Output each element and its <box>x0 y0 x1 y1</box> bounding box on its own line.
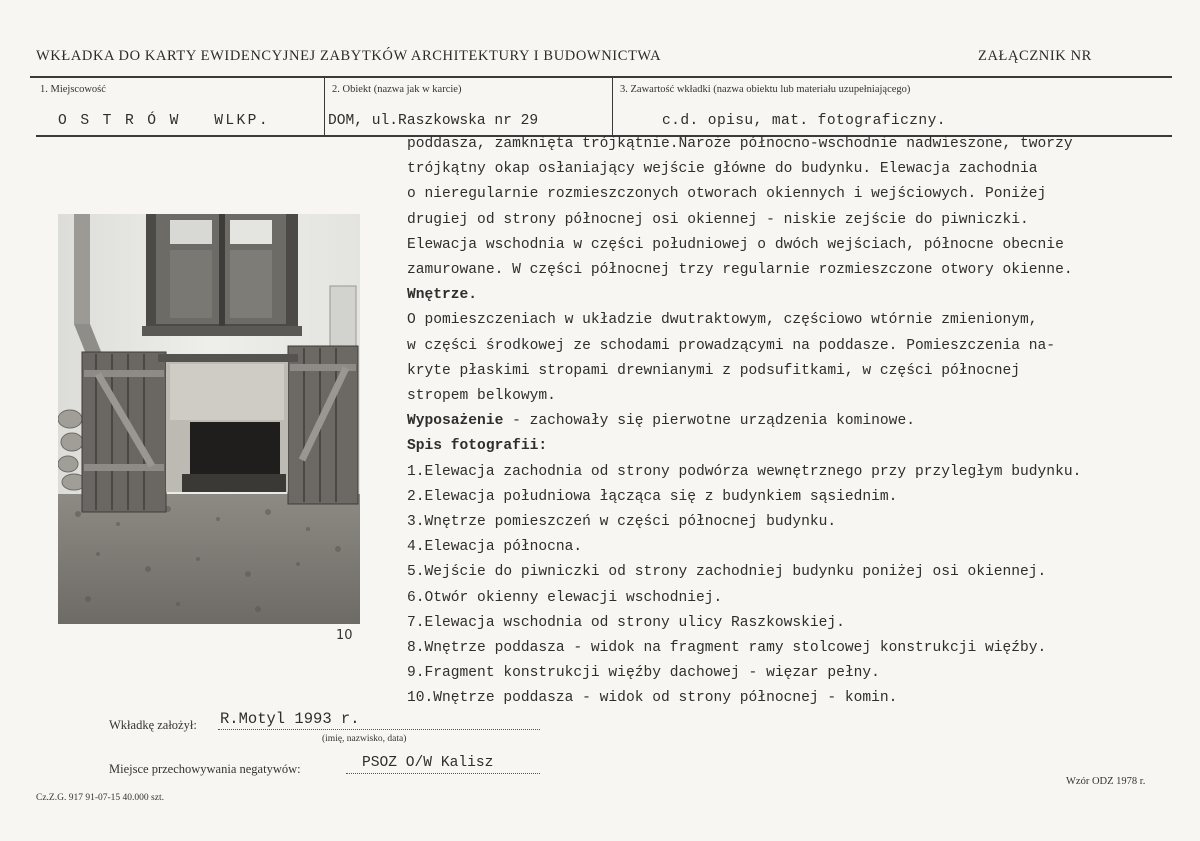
object-label: 2. Obiekt (nazwa jak w karcie) <box>332 84 462 95</box>
attachment-number-label: ZAŁĄCZNIK NR <box>978 48 1092 64</box>
content-value: c.d. opisu, mat. fotograficzny. <box>662 113 946 129</box>
description-line: drugiej od strony północnej osi okiennej - niskie zejście do piwniczki. <box>407 211 1029 228</box>
cellar-entrance-photo <box>58 214 360 624</box>
author-value: R.Motyl 1993 r. <box>220 710 360 728</box>
photo-list-item: 1.Elewacja zachodnia od strony podwórza wewnętrznego przy przyległym budynku. <box>407 463 1082 480</box>
photo-number: 10 <box>336 628 353 643</box>
interior-line: stropem belkowym. <box>407 388 556 405</box>
locality-label: 1. Miejscowość <box>40 84 106 95</box>
description-line: poddasza, zamknięta trójkątnie.Naroże północno-wschodnie nadwieszone, tworzy <box>407 136 1073 152</box>
form-model: Wzór ODZ 1978 r. <box>1066 776 1146 787</box>
storage-line <box>346 773 540 774</box>
content-label: 3. Zawartość wkładki (nazwa obiektu lub materiału uzupełniającego) <box>620 84 911 95</box>
description-text <box>407 132 1179 712</box>
photos-heading: Spis fotografii: <box>407 438 548 455</box>
equipment-heading: Wyposażenie <box>407 413 504 430</box>
object-value: DOM, ul.Raszkowska nr 29 <box>328 113 539 129</box>
interior-line: O pomieszczeniach w układzie dwutraktowym, częściowo wtórnie zmienionym, <box>407 312 1038 329</box>
photo-list-item: 10.Wnętrze poddasza - widok od strony północnej - komin. <box>407 690 898 707</box>
author-label: Wkładkę założył: <box>109 718 197 732</box>
print-note: Cz.Z.G. 917 91-07-15 40.000 szt. <box>36 793 164 803</box>
description-line: o nieregularnie rozmieszczonych otworach okiennych i wejściowych. Poniżej <box>407 186 1047 203</box>
photo-list-item: 9.Fragment konstrukcji więźby dachowej - więzar pełny. <box>407 665 880 682</box>
storage-value: PSOZ O/W Kalisz <box>362 755 494 771</box>
photo-list-item: 3.Wnętrze pomieszczeń w części północnej budynku. <box>407 514 837 531</box>
photo-list-item: 2.Elewacja południowa łącząca się z budynkiem sąsiednim. <box>407 488 898 505</box>
field-divider-2 <box>612 78 613 136</box>
author-line <box>218 729 540 730</box>
form-title: WKŁADKA DO KARTY EWIDENCYJNEJ ZABYTKÓW ARCHITEKTURY I BUDOWNICTWA <box>36 48 662 64</box>
description-line: Elewacja wschodnia w części południowej o dwóch wejściach, północne obecnie <box>407 236 1064 253</box>
header-rule <box>30 76 1172 78</box>
description-line: trójkątny okap osłaniający wejście główne do budynku. Elewacja zachodnia <box>407 161 1038 178</box>
interior-heading: Wnętrze. <box>407 287 478 304</box>
locality-value: O S T R Ó W WLKP. <box>58 113 270 129</box>
equipment-text: - zachowały się pierwotne urządzenia kominowe. <box>503 413 915 430</box>
photo-list-item: 4.Elewacja północna. <box>407 539 583 556</box>
author-sublabel: (imię, nazwisko, data) <box>322 734 407 744</box>
photo-list-item: 6.Otwór okienny elewacji wschodniej. <box>407 589 723 606</box>
interior-line: kryte płaskimi stropami drewnianymi z podsufitkami, w części północnej <box>407 362 1021 379</box>
photo-list-item: 5.Wejście do piwniczki od strony zachodniej budynku poniżej osi okiennej. <box>407 564 1047 581</box>
photo-list-item: 7.Elewacja wschodnia od strony ulicy Raszkowskiej. <box>407 614 845 631</box>
field-divider-1 <box>324 78 325 136</box>
storage-label: Miejsce przechowywania negatywów: <box>109 762 301 776</box>
interior-line: w części środkowej ze schodami prowadzącymi na poddasze. Pomieszczenia na- <box>407 337 1056 354</box>
description-line: zamurowane. W części północnej trzy regularnie rozmieszczone otwory okienne. <box>407 262 1073 279</box>
photo-list-item: 8.Wnętrze poddasza - widok na fragment ramy stolcowej konstrukcji więźby. <box>407 640 1047 657</box>
